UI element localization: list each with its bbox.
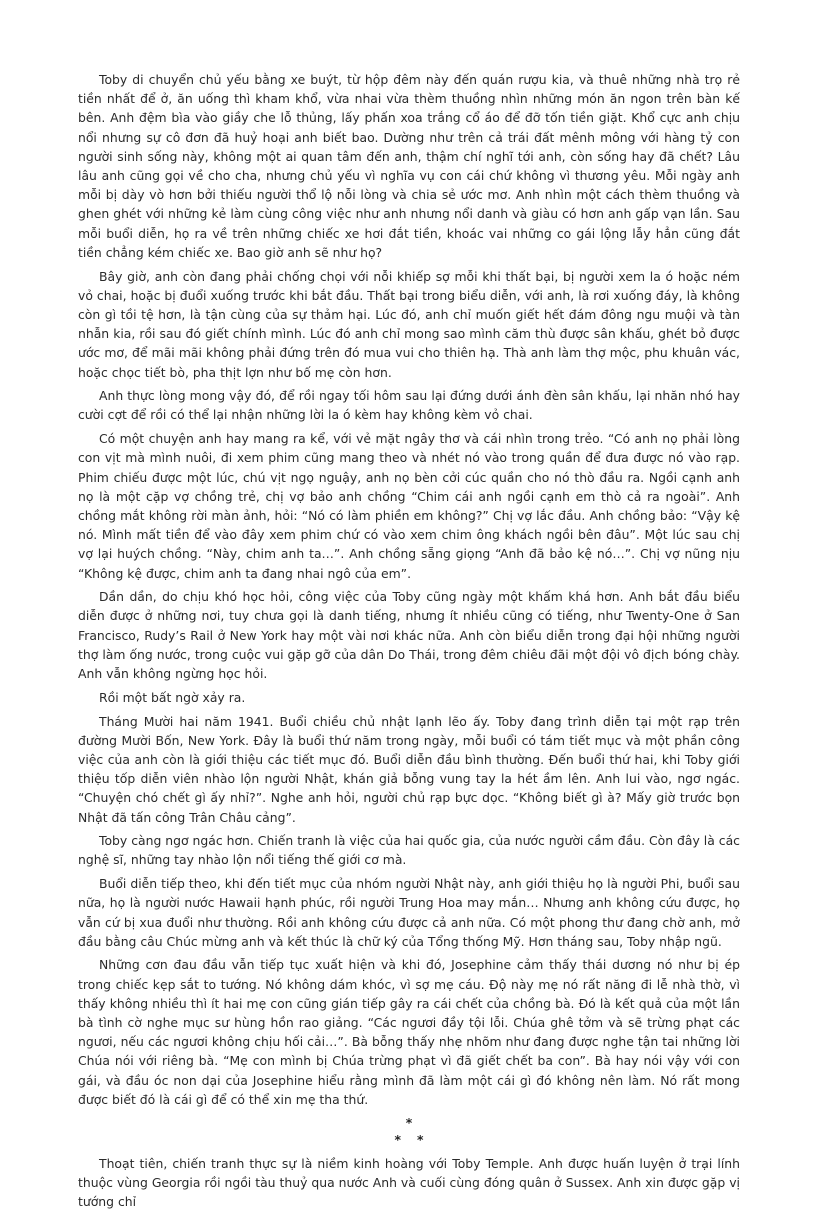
body-text [78, 70, 740, 1216]
paragraph: Rồi một bất ngờ xảy ra. [99, 689, 246, 705]
paragraph: Buổi diễn tiếp theo, khi đến tiết mục của nhóm người Nhật này, anh giới thiệu họ là người Phi, buổi sau nữa, họ là người nước Hawaii hạnh phúc, rồi người Trung Hoa may mắn… Nhưng anh không cứu được, họ vẫn cứ bị xua đuổi như thường. Rồi anh không cứu được cả anh nữa. Có một phong thư đang chờ anh, mở đầu bằng câu Chúc mừng anh và kết thúc là chữ ký của Tổng thống Mỹ. Hơn tháng sau, Toby nhập ngũ. [78, 876, 740, 949]
paragraph: Dần dần, do chịu khó học hỏi, công việc của Toby cũng ngày một khấm khá hơn. Anh bắt đầu biểu diễn được ở những nơi, tuy chưa gọi là danh tiếng, nhưng ít nhiều cũng có tiếng, như Twenty-One ở San Francisco, Rudy’s Rail ở New York hay một vài nơi khác nữa. Anh còn biểu diễn trong đại hội những người thợ làm ống nước, trong cuộc vui gặp gỡ của dân Do Thái, trong đêm chiêu đãi một đội vô địch bóng chày. Anh vẫn không ngừng học hỏi. [78, 589, 740, 682]
paragraph: Tháng Mười hai năm 1941. Buổi chiều chủ nhật lạnh lẽo ấy. Toby đang trình diễn tại một rạp trên đường Mười Bốn, New York. Đây là buổi thứ năm trong ngày, mỗi buổi có tám tiết mục và một phần công việc của anh còn là giới thiệu các tiết mục đó. Buổi diễn đầu bình thường. Đến buổi thứ hai, khi Toby giới thiệu tốp diễn viên nhào lộn người Nhật, khán giả bỗng vung tay la hét ầm lên. Anh lui vào, ngơ ngác. “Chuyện chó chết gì ấy nhỉ?”. Nghe anh hỏi, người chủ rạp bực dọc. “Không biết gì à? Mấy giờ trước bọn Nhật đã tấn công Trân Châu cảng”. [78, 713, 740, 825]
paragraph: Anh thực lòng mong vậy đó, để rồi ngay tối hôm sau lại đứng dưới ánh đèn sân khấu, lại nhăn nhó hay cười cợt để rồi có thể lại nhận những lời la ó kèm hay không kèm vỏ chai. [78, 388, 740, 423]
paragraph: Toby càng ngơ ngác hơn. Chiến tranh là việc của hai quốc gia, của nước người cầm đầu. Còn đây là các nghệ sĩ, những tay nhào lộn nổi tiếng thế giới cơ mà. [78, 833, 740, 868]
paragraph: Thoạt tiên, chiến tranh thực sự là niềm kinh hoàng với Toby Temple. Anh được huấn luyện ở trại lính thuộc vùng Georgia rồi ngồi tàu thuỷ qua nước Anh và cuối cùng đóng quân ở Sussex. Anh xin được gặp vị tướng chỉ [78, 1155, 740, 1209]
paragraph: Có một chuyện anh hay mang ra kể, với vẻ mặt ngây thơ và cái nhìn trong trẻo. “Có anh nọ phải lòng con vịt mà mình nuôi, đi xem phim cũng mang theo và nhét nó vào trong quần để đưa được nó vào rạp. Phim chiếu được một lúc, chú vịt ngọ nguậy, anh nọ bèn cởi cúc quần cho nó thò đầu ra. Ngồi cạnh anh nọ là một cặp vợ chồng trẻ, chị vợ bảo anh chồng “Chim cái anh ngồi cạnh em thò cả ra ngoài”. Anh chồng mắt không rời màn ảnh, hỏi: “Nó có làm phiền em không?” Chị vợ lắc đầu. Anh chồng bảo: “Vậy kệ nó. Mình mất tiền để vào đây xem phim chứ có vào xem chim ông khách ngồi bên đâu”. Một lúc sau chị vợ lại huých chồng. “Này, chim anh ta…”. Anh chồng sẵng giọng “Anh đã bảo kệ nó…”. Chị vợ nũng nịu “Không kệ được, chim anh ta đang nhai ngô của em”. [78, 431, 740, 581]
separator-star: * [417, 1131, 424, 1147]
separator-star: * [394, 1131, 401, 1147]
paragraph: Bây giờ, anh còn đang phải chống chọi với nỗi khiếp sợ mỗi khi thất bại, bị người xem la ó hoặc ném vỏ chai, hoặc bị đuổi xuống trước khi bắt đầu. Thất bại trong biểu diễn, với anh, là rơi xuống đáy, là không còn gì tồi tệ hơn, là tận cùng của sự thảm hại. Lúc đó, anh chỉ muốn giết hết đám đông ngu muội và tàn nhẫn kia, rồi sau đó giết chính mình. Lúc đó anh chỉ mong sao mình căm thù được sân khấu, ghét bỏ được ước mơ, để mãi mãi không phải đứng trên đó mua vui cho thiên hạ. Thà anh làm thợ mộc, phu khuân vác, hoặc chọc tiết bò, pha thịt lợn như bố mẹ còn hơn. [78, 268, 740, 380]
paragraph: Những cơn đau đầu vẫn tiếp tục xuất hiện và khi đó, Josephine cảm thấy thái dương nó như bị ép trong chiếc kẹp sắt to tướng. Nó không dám khóc, vì sợ mẹ cáu. Độ này mẹ nó rất năng đi lễ nhà thờ, vì thấy không nhiều thì ít hai mẹ con cũng gián tiếp gây ra cái chết của chồng bà. Đó là kết quả của một lần bà tình cờ nghe mục sư hùng hồn rao giảng. “Các ngươi đầy tội lỗi. Chúa ghê tởm và sẽ trừng phạt các ngươi, nếu các ngươi không chịu hối cải…”. Bà bỗng thấy nhẹ nhõm như đang được nghe tận tai những lời Chúa nói với riêng bà. “Mẹ con mình bị Chúa trừng phạt vì đã giết chết ba con”. Bà hay nói vậy với con gái, và đầu óc non dại của Josephine hiểu rằng mình đã làm một cái gì đó không nên làm. Nó rất mong được biết đó là cái gì để có thể xin mẹ tha thứ. [78, 957, 740, 1107]
section-separator-bottom [78, 1131, 740, 1148]
section-separator-top [78, 1114, 740, 1131]
paragraph: Toby di chuyển chủ yếu bằng xe buýt, từ hộp đêm này đến quán rượu kia, và thuê những nhà trọ rẻ tiền nhất để ở, ăn uống thì kham khổ, vừa nhai vừa thèm thuồng nhìn những món ăn ngon trên bàn kế bên. Anh đệm bìa vào giầy che lỗ thủng, lấy phấn xoa trắng cổ áo để đỡ tốn tiền giặt. Khổ cực anh chịu nổi nhưng sự cô đơn đã huỷ hoại anh biết bao. Dường như trên cả trái đất mênh mông với hàng tỷ con người sinh sống này, không một ai quan tâm đến anh, thậm chí nghĩ tới anh, còn sống hay đã chết? Lâu lâu anh cũng gọi về cho cha, nhưng chủ yếu vì nghĩa vụ con cái chứ không vì thương yêu. Mỗi ngày anh mỗi bị dày vò hơn bởi thiếu người thổ lộ nỗi lòng và chia sẻ ước mơ. Anh nhìn một cách thèm thuồng và ghen ghét với những kẻ làm cùng công việc như anh nhưng nổi danh và giàu có hơn anh gấp vạn lần. Sau mỗi buổi diễn, họ ra về trên những chiếc xe hơi đắt tiền, khoác vai những co gái lộng lẫy hẳn cũng đắt tiền chẳng kém chiếc xe. Bao giờ anh sẽ như họ? [78, 72, 740, 260]
separator-star: * [405, 1114, 413, 1130]
